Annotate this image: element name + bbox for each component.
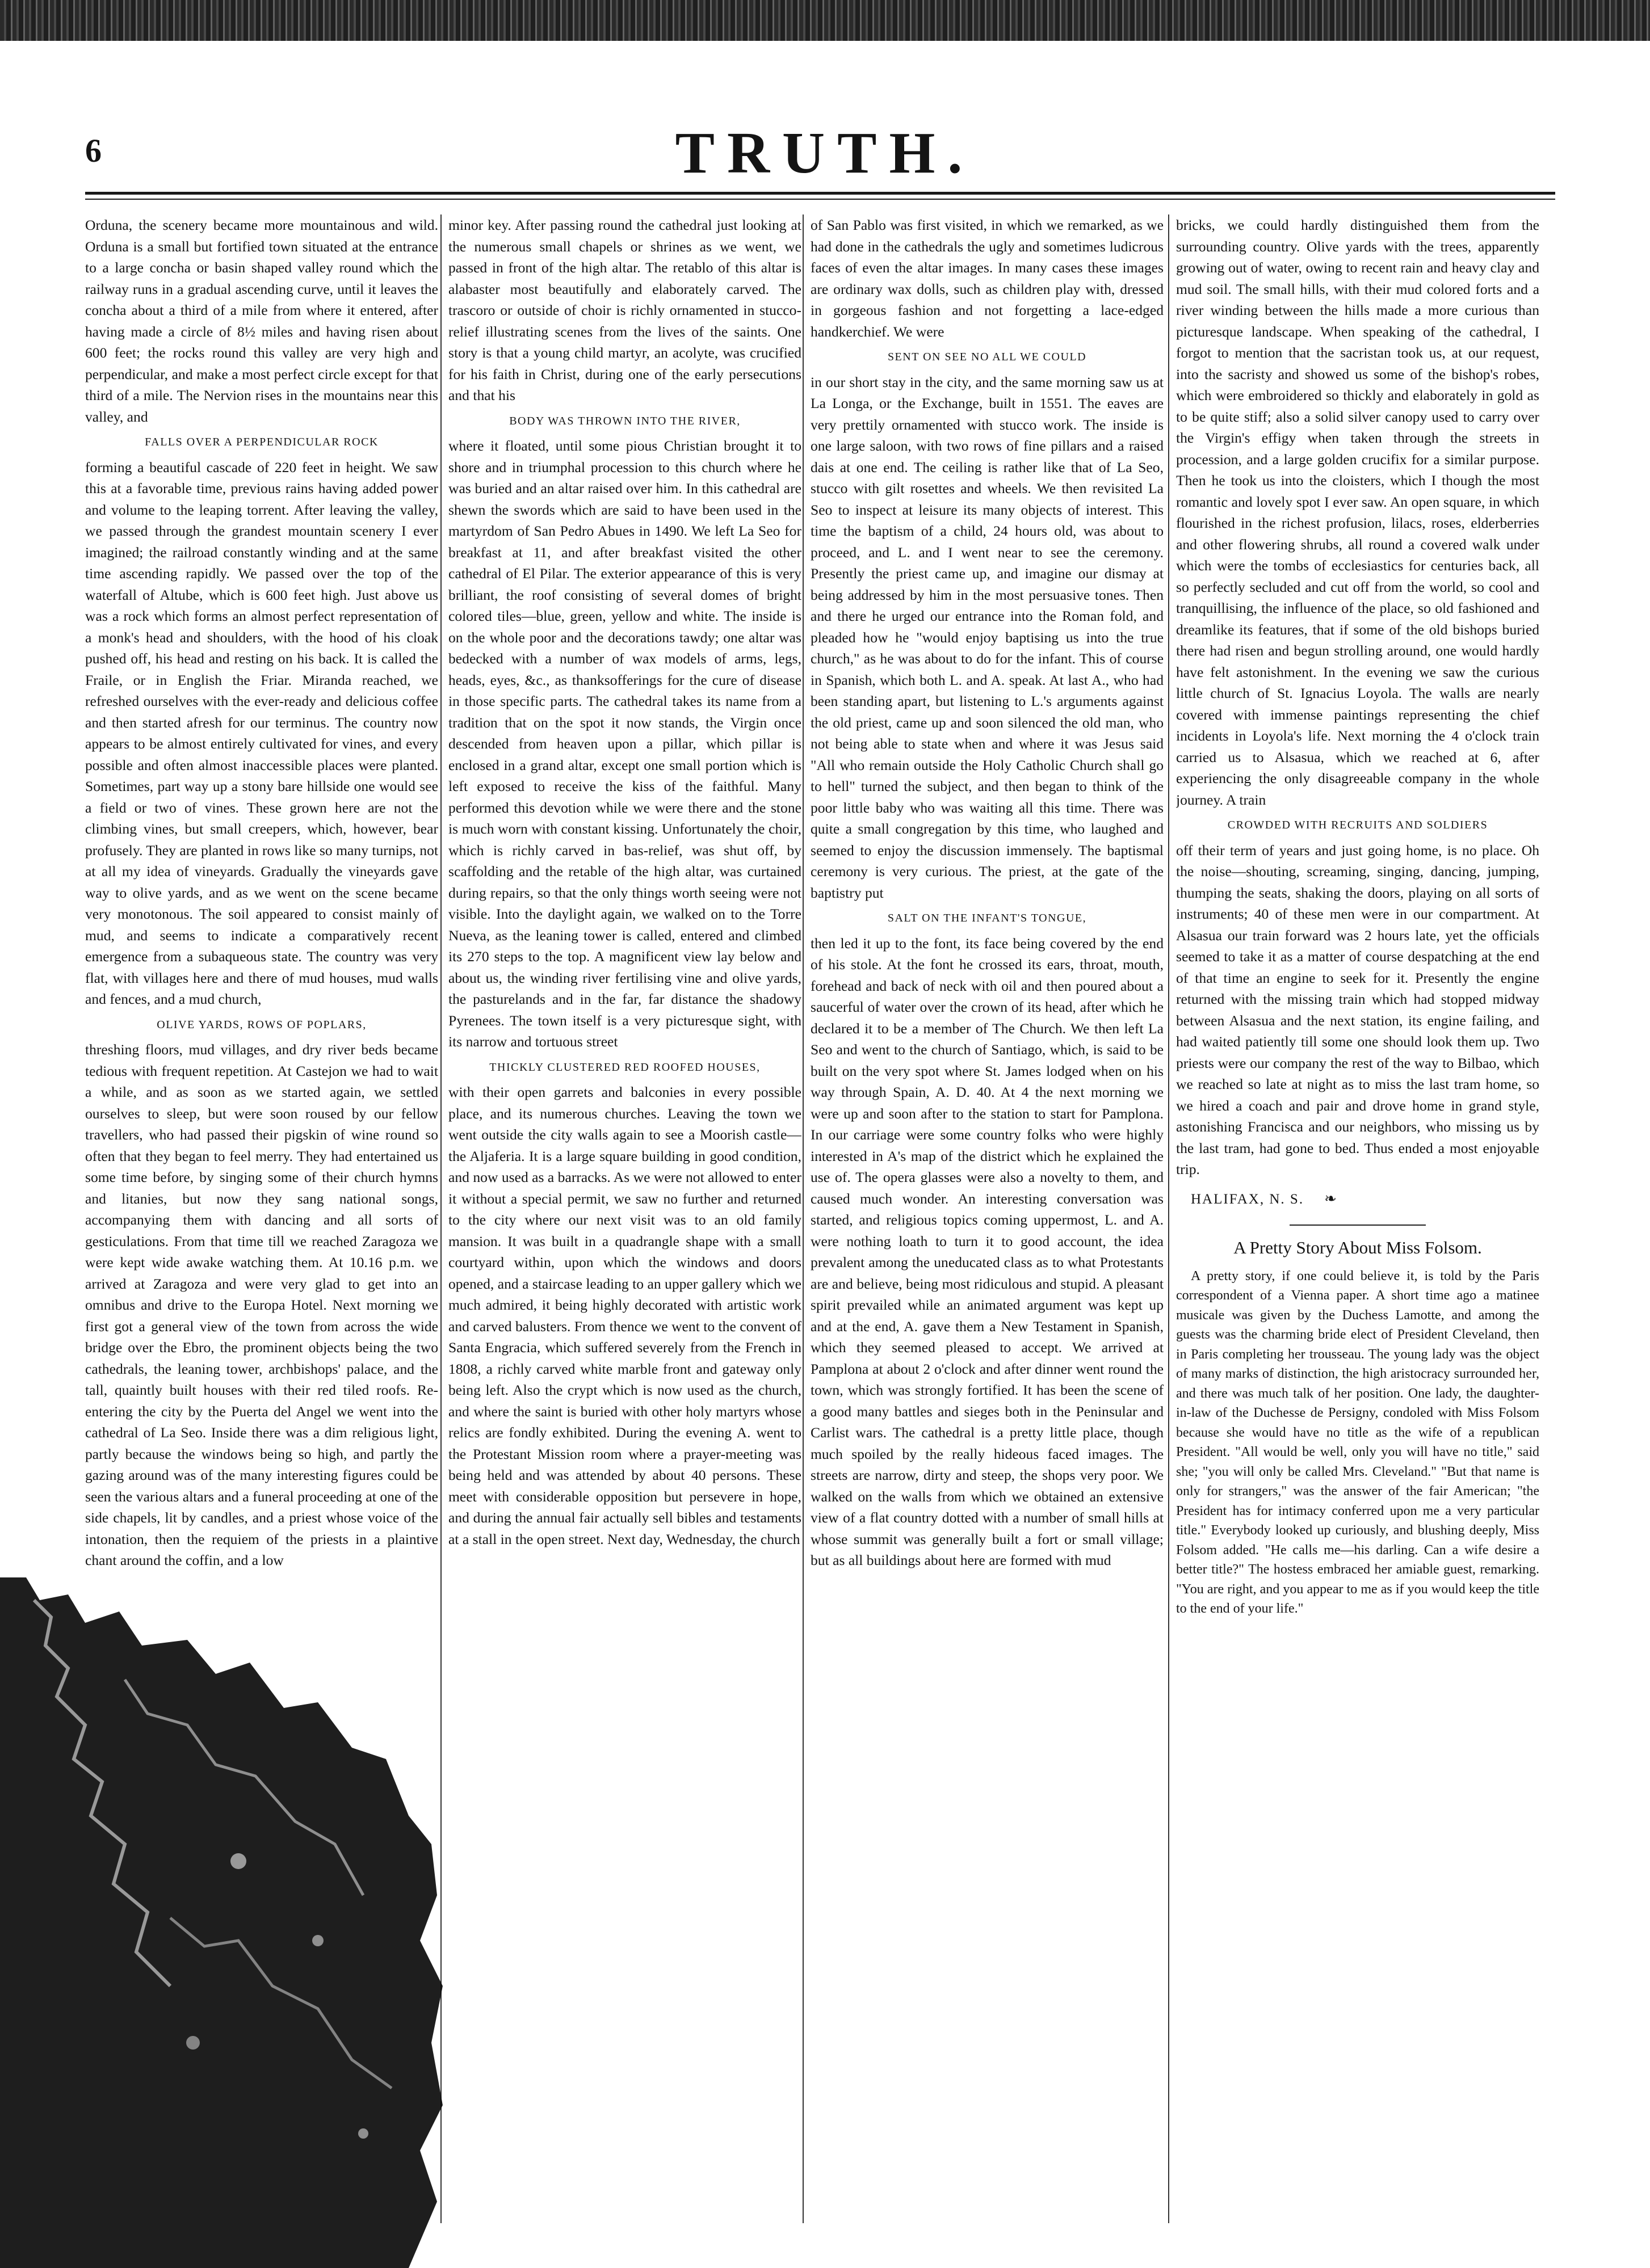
ornament-icon: ❧ (1324, 1190, 1338, 1207)
article-paragraph: minor key. After passing round the cathedral just looking at the numerous small chapels or shrines as we went, we passed in front of the high altar. The retablo of this altar is alabaster most beautifully and elaborately carved. The trascoro or outside of choir is richly ornamented in stucco-relief illustrating scenes from the lives of the saints. One story is that a young child martyr, an acolyte, was crucified for his faith in Christ, during one of the early persecutions and that his (448, 217, 801, 403)
section-subhead: OLIVE YARDS, ROWS OF POPLARS, (157, 1018, 367, 1031)
masthead-title: TRUTH. (675, 120, 975, 186)
column-divider (1168, 214, 1169, 2223)
section-subhead: BODY WAS THROWN INTO THE RIVER, (509, 414, 741, 427)
article-paragraph: off their term of years and just going home, is no place. Oh the noise—shouting, screaming, singing, dancing, jumping, thumping the seats, shaking the doors, playing on all sorts of instruments; 40 of these men were in our compartment. At Alsasua our train forward was 2 hours late, yet the officials seemed to take it as a matter of course despatching at the end of that time an engine to seek for it. Presently the engine returned with the missing train which had stopped midway between Alsasua and the next station, its engine failing, and had waited patiently till some one should look them up. Two priests were our company the rest of the way to Bilbao, which we reached so late at night as to miss the last tram home, so we hired a coach and pair and drove home in grand style, astonishing Francisca and our neighbors, who missing us by the last tram, had gone to bed. Thus ended a most enjoyable trip. (1176, 841, 1539, 1177)
article-paragraph: of San Pablo was first visited, in which we remarked, as we had done in the cathedrals the ugly and sometimes ludicrous faces of even the altar images. In many cases these images are ordinary wax dolls, such as children play with, dressed in gorgeous fashion and not forgetting a lace-edged handkerchief. We were (811, 217, 1164, 340)
article-dateline (1176, 1188, 1539, 1210)
section-subhead: CROWDED WITH RECRUITS AND SOLDIERS (1227, 819, 1488, 831)
article-paragraph: threshing floors, mud villages, and dry river beds became tedious with frequent repetition. At Castejon we had to wait a while, and as soon as we started again, we settled ourselves to sleep, but were soon roused by our fellow travellers, who had passed their pigskin of wine round so often that they began to feel merry. They had entertained us some time before, by singing some of their church hymns and litanies, but now they sang national songs, accompanying them with dancing and all sorts of gesticulations. From that time till we reached Zaragoza we were kept wide awake watching them. At 10.16 p.m. we arrived at Zaragoza and were very glad to get into an omnibus and drive to the Europa Hotel. Next morning we first got a general view of the town from across the wide bridge over the Ebro, the prominent objects being the two cathedrals, the leaning tower, archbishops' palace, and the tall, quaintly built houses with their red tiled roofs. Re-entering the city by the Puerta del Angel we went into the cathedral of La Seo. Inside there was a dim religious light, partly because the windows being so high, and partly the gazing around was of the many interesting figures could be seen the various altars and a funeral proceeding at one of the side chapels, lit by candles, and a priest whose voice of the intonation, then the requiem of the priests in a plaintive chant around the coffin, and a low (85, 1041, 438, 1568)
column-4 (1176, 214, 1539, 2235)
section-subhead: FALLS OVER A PERPENDICULAR ROCK (145, 436, 379, 448)
article-paragraph: A pretty story, if one could believe it, is told by the Paris correspondent of a Vienna paper. A short time ago a matinee musicale was given by the Duchess Lamotte, and among the guests was the charming bride elect of President Cleveland, then in Paris completing her trousseau. The young lady was the object of many marks of distinction, the high aristocracy surrounded her, and there was much talk of her position. One lady, the daughter-in-law of the Duchesse de Persigny, condoled with Miss Folsom because she would have no title as the wife of a republican President. "All would be well, only you will have no title," said she; "you will only be called Mrs. Cleveland." "But that name is only for strangers," was the answer of the fair American; "the President has for intimacy conferred upon me a very particular title." Everybody looked up curiously, and blushing deeply, Miss Folsom added. "He calls me—his darling. Can a wife desire a better title?" The hostess embraced her amiable guest, remarking. "You are right, and you appear to me as if you would keep the title to the end of your life." (1176, 1268, 1539, 1616)
column-3 (811, 214, 1164, 2235)
article-paragraph: then led it up to the font, its face being covered by the end of his stole. At the font he crossed its ears, throat, mouth, forehead and back of neck with oil and then poured about a saucerful of water over the crown of its head, after which he declared it to be a member of The Church. We then left La Seo and went to the church of Santiago, which, is said to be built on the very spot where St. James lodged when on his way through Spain, A. D. 40. At 4 the next morning we were up and soon after to the station to start for Pamplona. In our carriage were some country folks who were highly interested in A's map of the district which he explained the use of. The opera glasses were also a novelty to them, and caused much wonder. An interesting conversation was started, and religious topics coming uppermost, L. and A. were nothing loath to turn it to good account, the idea prevalent among the uneducated class as to what Protestants are and believe, being most ridiculous and stupid. A pleasant spirit prevailed while an animated argument was kept up and at the end, A. gave them a New Testament in Spanish, which they seemed pleased to accept. We arrived at Pamplona at about 2 o'clock and after dinner went round the town, which was strongly fortified. It has been the scene of a good many battles and sieges both in the Peninsular and Carlist wars. The cathedral is a pretty little place, though much spoiled by the really hideous faced images. The streets are narrow, dirty and steep, the shops very poor. We walked on the walls from which we obtained an extensive view of a flat country dotted with a number of small hills at whose summit was generally built a fort or small village; but as all buildings about here are formed with mud (811, 935, 1164, 1568)
article-paragraph: in our short stay in the city, and the same morning saw us at La Longa, or the Exchange, built in 1551. The eaves are very prettily ornamented with stucco work. The inside is one large saloon, with two rows of fine pillars and a raised dais at one end. The ceiling is rather like that of La Seo, stucco with gilt rosettes and wheels. We then revisited La Seo to inspect at leisure its many objects of interest. This time the baptism of a child, 24 hours old, was about to proceed, and L. and I went near to see the ceremony. Presently the priest came up, and imagine our dismay at being addressed by him in the most persuasive tones. Then and there he urged our entrance into the Roman fold, and pleaded how he "would enjoy baptising us into the true church," as he was about to do for the infant. This of course in Spanish, which both L. and A. speak. At last A., who had been standing apart, but listening to L.'s arguments against the old priest, came up and soon silenced the old man, who not being able to state when and where it was Jesus said "All who remain outside the Holy Catholic Church shall go to hell" turned the subject, and then began to think of the poor little baby who was waiting all this time. There was quite a small congregation by this time, who laughed and seemed to enjoy the discussion immensely. The baptismal ceremony is very curious. The priest, at the gate of the baptistry put (811, 373, 1164, 901)
article-paragraph: forming a beautiful cascade of 220 feet in height. We saw this at a favorable time, previous rains having added power and volume to the leaping torrent. After leaving the valley, we passed through the grandest mountain scenery I ever imagined; the railroad constantly winding and at the same time ascending rapidly. We passed over the top of the waterfall of Altube, which is 600 feet high. Just above us was a rock which forms an almost perfect representation of a monk's head and shoulders, with the hood of his cloak pushed off, his head and resting on his back. It is called the Fraile, or in English the Friar. Miranda reached, we refreshed ourselves with the ever-ready and delicious coffee and then started afresh for our terminus. The country now appears to be almost entirely cultivated for vines, and every possible and often almost inaccessible places were planted. Sometimes, part way up a stony bare hillside one would see a field or two of vines. These grown here are not the climbing vines, but small creepers, which, however, bear profusely. They are planted in rows like so many turnips, not at all my idea of vineyards. Gradually the vineyards gave way to olive yards, and as we went on the scene became very monotonous. The soil appeared to consist mainly of mud, and seems to indicate a comparatively recent emergence from a subaqueous state. The country was very flat, with villages here and there of mud houses, mud walls and fences, and a mud church, (85, 458, 438, 1007)
column-divider (803, 214, 804, 2223)
article-paragraph: where it floated, until some pious Christian brought it to shore and in triumphal procession to this church where he was buried and an altar raised over him. In this cathedral are shewn the swords which are said to have been used in the martyrdom of San Pedro Abues in 1490. We left La Seo for breakfast at 11, and after breakfast visited the other cathedral of El Pilar. The exterior appearance of this is very brilliant, the roof consisting of several domes of bright colored tiles—blue, green, yellow and white. The inside is on the whole poor and the decorations tawdy; one altar was bedecked with a number of wax models of arms, legs, heads, eyes, &c., as thanksofferings for the cure of disease in those specific parts. The cathedral takes its name from a tradition that on the spot it now stands, the Virgin once descended from heaven upon a pillar, which pillar is enclosed in a grand altar, except one small portion which is left exposed to receive the kiss of the faithful. Many performed this devotion while we were there and the stone is much worn with constant kissing. Unfortunately the choir, which is richly carved in bas-relief, was shut off, by scaffolding and the retable of the high altar, was curtained during repairs, so that the only things worth seeing were not visible. Into the daylight again, we walked on to the Torre Nueva, as the leaning tower is called, entered and climbed its 270 steps to the top. A magnificent view lay below and about us, the winding river fertilising vine and olive yards, the pasturelands and in the far, far distance the shadowy Pyrenees. The town itself is a very picturesque sight, with its narrow and tortuous street (448, 437, 801, 1050)
article-paragraph: Orduna, the scenery became more mountainous and wild. Orduna is a small but fortified town situated at the entrance to a large concha or basin shaped valley round which the railway runs in a gradual ascending curve, until it leaves the concha about a third of a mile from where it entered, after having made a circle of 8½ miles and having risen about 600 feet; the rocks round this valley are very high and perpendicular, and make a most perfect circle except for that third of a mile. The Nervion rises in the mountains near this valley, and (85, 217, 438, 425)
column-2 (448, 214, 801, 2235)
section-subhead: THICKLY CLUSTERED RED ROOFED HOUSES, (489, 1061, 761, 1074)
masthead-rule-thin (85, 199, 1555, 200)
article-paragraph: bricks, we could hardly distinguished them from the surrounding country. Olive yards with the trees, apparently growing out of water, owing to recent rain and heavy clay and mud soil. The small hills, with their mud colored forts and a river winding between the hills made a more curious than picturesque landscape. When speaking of the cathedral, I forgot to mention that the sacristan took us, at our request, into the sacristy and showed us some of the bishop's robes, which were embroidered so thickly and elaborately in gold as to be quite stiff; also a solid silver canopy used to carry over the Virgin's effigy when taken through the streets in procession, and a large golden crucifix for a similar purpose. Then he took us into the cloisters, which I though the most romantic and lovely spot I ever saw. An open square, in which flourished in the richest profusion, lilacs, roses, elderberries and other flowering shrubs, all round a covered walk under which were the tombs of ecclesiastics for centuries back, all so perfectly secluded and cut off from the world, so cool and tranquillising, the influence of the place, so old fashioned and dreamlike its features, that if some of the old bishops buried there had risen and begun strolling around, one would hardly have felt astonishment. In the evening we saw the curious little church of St. Ignacius Loyola. The walls are nearly covered with immense paintings representing the chief incidents in Loyola's life. Next morning the 4 o'clock train carried us to Alsasua, which we reached at 6, after experiencing the only disagreeable company in the whole journey. A train (1176, 217, 1539, 808)
torn-top-edge (0, 0, 1650, 41)
article-separator (1290, 1225, 1426, 1226)
article-paragraph: with their open garrets and balconies in every possible place, and its numerous churches. Leaving the town we went outside the city walls again to see a Moorish castle—the Aljaferia. It is a large square building in good condition, and now used as a barracks. As we were not allowed to enter it without a special permit, we saw no further and returned to the city where our next visit was to an old family mansion. It was built in a quadrangle shape with a small courtyard within, upon which the windows and doors opened, and a staircase leading to an upper gallery which we much admired, it being highly decorated with artistic work and carved balusters. From thence we went to the convent of Santa Engracia, which suffered severely from the French in 1808, a richly carved white marble front and gateway only being left. Also the crypt which is now used as the church, and where the saint is buried with other holy martyrs whose relics are fondly exhibited. During the evening A. went to the Protestant Mission room where a prayer-meeting was being held and was attended by about 40 persons. These meet with considerable opposition but persevere in hope, and during the annual fair actually sell bibles and testaments at a stall in the open street. Next day, Wednesday, the church (448, 1084, 801, 1547)
masthead-rule-thick (85, 192, 1555, 195)
article-title: A Pretty Story About Miss Folsom. (1233, 1238, 1482, 1257)
section-subhead: SALT ON THE INFANT'S TONGUE, (887, 912, 1087, 924)
page-number: 6 (85, 132, 102, 169)
page-damage-stain (0, 1577, 443, 2268)
dateline-text: HALIFAX, N. S. (1191, 1191, 1304, 1207)
section-subhead: SENT ON SEE NO ALL WE COULD (887, 351, 1087, 363)
